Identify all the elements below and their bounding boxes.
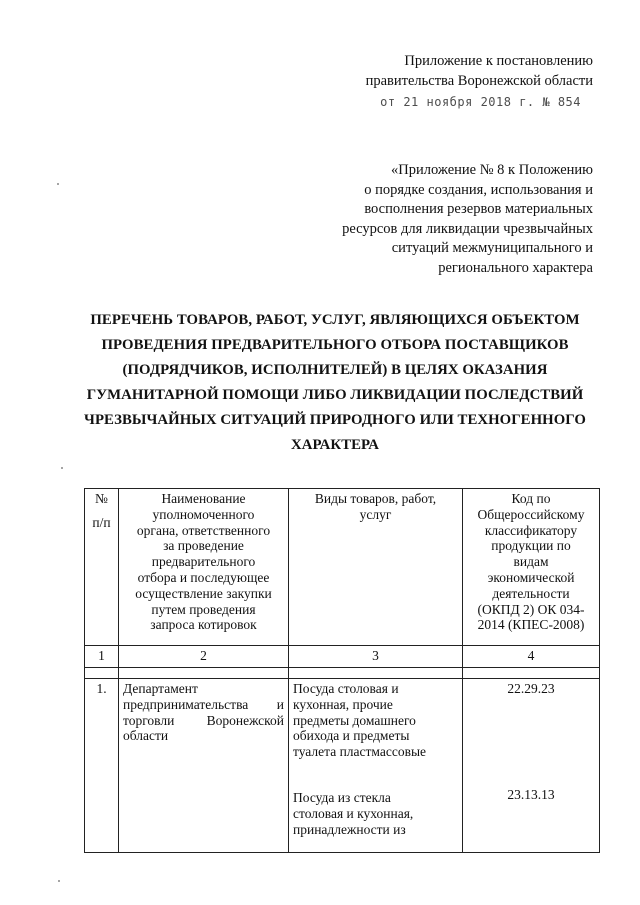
header-organ-line: органа, ответственного	[136, 522, 271, 538]
annex-8-reference	[273, 161, 593, 278]
okpd-code: 23.13.13	[507, 786, 555, 802]
annex-8-line: регионального характера	[438, 259, 593, 276]
goods-line: кухонная, прочие	[293, 696, 393, 712]
header-organ-line: уполномоченного	[152, 506, 255, 522]
column-index: 4	[463, 646, 600, 668]
header-organ-line: отбора и последующее	[137, 569, 270, 585]
header-code-line: 2014 (КПЕС-2008)	[477, 617, 585, 633]
column-index: 3	[289, 646, 463, 668]
goods-line: туалета пластмассовые	[293, 744, 427, 760]
resolution-date-stamp: от 21 ноября 2018 г. № 854	[380, 95, 581, 109]
annex-8-line: о порядке создания, использования и	[364, 181, 593, 198]
header-organ-line: осуществление закупки	[135, 585, 272, 601]
header-code-line: Общероссийскому	[477, 506, 585, 522]
organ-name: Департамент предпринимательства и торговли Воронежской области	[119, 679, 289, 853]
title-line: ПЕРЕЧЕНЬ ТОВАРОВ, РАБОТ, УСЛУГ, ЯВЛЯЮЩИХСЯ ОБЪЕКТОМ	[90, 312, 580, 328]
header-organ-line: предварительного	[151, 554, 256, 570]
annex-header-line: правительства Воронежской области	[365, 73, 593, 89]
goods-cell	[289, 679, 463, 853]
table-header-row	[85, 489, 600, 646]
goods-line: предметы домашнего	[293, 712, 416, 728]
annex-8-line: «Приложение № 8 к Положению	[391, 162, 593, 178]
header-organ-cell	[119, 489, 289, 646]
header-goods-line: Виды товаров, работ,	[314, 491, 437, 506]
header-code-line: (ОКПД 2) ОК 034-	[477, 601, 585, 617]
annex-8-line: ситуаций межмуниципального и	[391, 240, 593, 256]
goods-line: обихода и предметы	[293, 728, 410, 744]
title-line: ГУМАНИТАРНОЙ ПОМОЩИ ЛИБО ЛИКВИДАЦИИ ПОСЛЕДСТВИЙ	[86, 387, 584, 403]
goods-line: Посуда из стекла	[293, 789, 391, 805]
goods-line: принадлежности из	[293, 821, 406, 837]
column-index: 2	[119, 646, 289, 668]
header-goods-cell	[289, 489, 463, 646]
header-code-line: продукции по	[491, 538, 571, 554]
column-index: 1	[85, 646, 119, 668]
annex-header	[293, 51, 593, 112]
header-code-line: экономической	[487, 569, 575, 585]
annex-8-line: ресурсов для ликвидации чрезвычайных	[342, 220, 593, 237]
header-goods-line: услуг	[359, 506, 392, 522]
annex-8-line: восполнения резервов материальных	[364, 201, 593, 217]
row-number: 1.	[85, 679, 119, 853]
document-title	[70, 308, 600, 458]
table-row	[85, 679, 600, 853]
header-code-line: видам	[513, 554, 549, 570]
annex-header-line: Приложение к постановлению	[404, 53, 593, 69]
title-line: (ПОДРЯДЧИКОВ, ИСПОЛНИТЕЛЕЙ) В ЦЕЛЯХ ОКАЗАНИЯ	[122, 362, 548, 378]
goods-table	[84, 488, 600, 853]
header-num-cell	[85, 489, 119, 646]
header-code-line: классификатору	[484, 522, 578, 538]
goods-line: столовая и кухонная,	[293, 805, 414, 821]
header-organ-line: путем проведения	[151, 601, 256, 617]
title-line: ПРОВЕДЕНИЯ ПРЕДВАРИТЕЛЬНОГО ОТБОРА ПОСТАВЩИКОВ	[101, 337, 569, 353]
header-organ-line: запроса котировок	[150, 617, 257, 633]
header-organ-line: за проведение	[163, 538, 244, 554]
spacer-row	[85, 668, 600, 679]
header-num-line: п/п	[92, 514, 111, 530]
scan-speck	[57, 183, 59, 185]
title-line: ЧРЕЗВЫЧАЙНЫХ СИТУАЦИЙ ПРИРОДНОГО ИЛИ ТЕХНОГЕННОГО	[84, 412, 586, 428]
header-organ-line: Наименование	[161, 491, 246, 506]
code-cell	[463, 679, 600, 853]
goods-line: Посуда столовая и	[293, 681, 399, 696]
header-code-line: деятельности	[492, 585, 570, 601]
scan-speck	[58, 880, 60, 882]
title-line: ХАРАКТЕРА	[291, 437, 379, 453]
scan-speck	[61, 467, 63, 469]
header-num-line: №	[95, 491, 108, 506]
column-index-row	[85, 646, 600, 668]
header-code-cell	[463, 489, 600, 646]
okpd-code: 22.29.23	[507, 681, 555, 696]
header-code-line: Код по	[511, 491, 551, 506]
